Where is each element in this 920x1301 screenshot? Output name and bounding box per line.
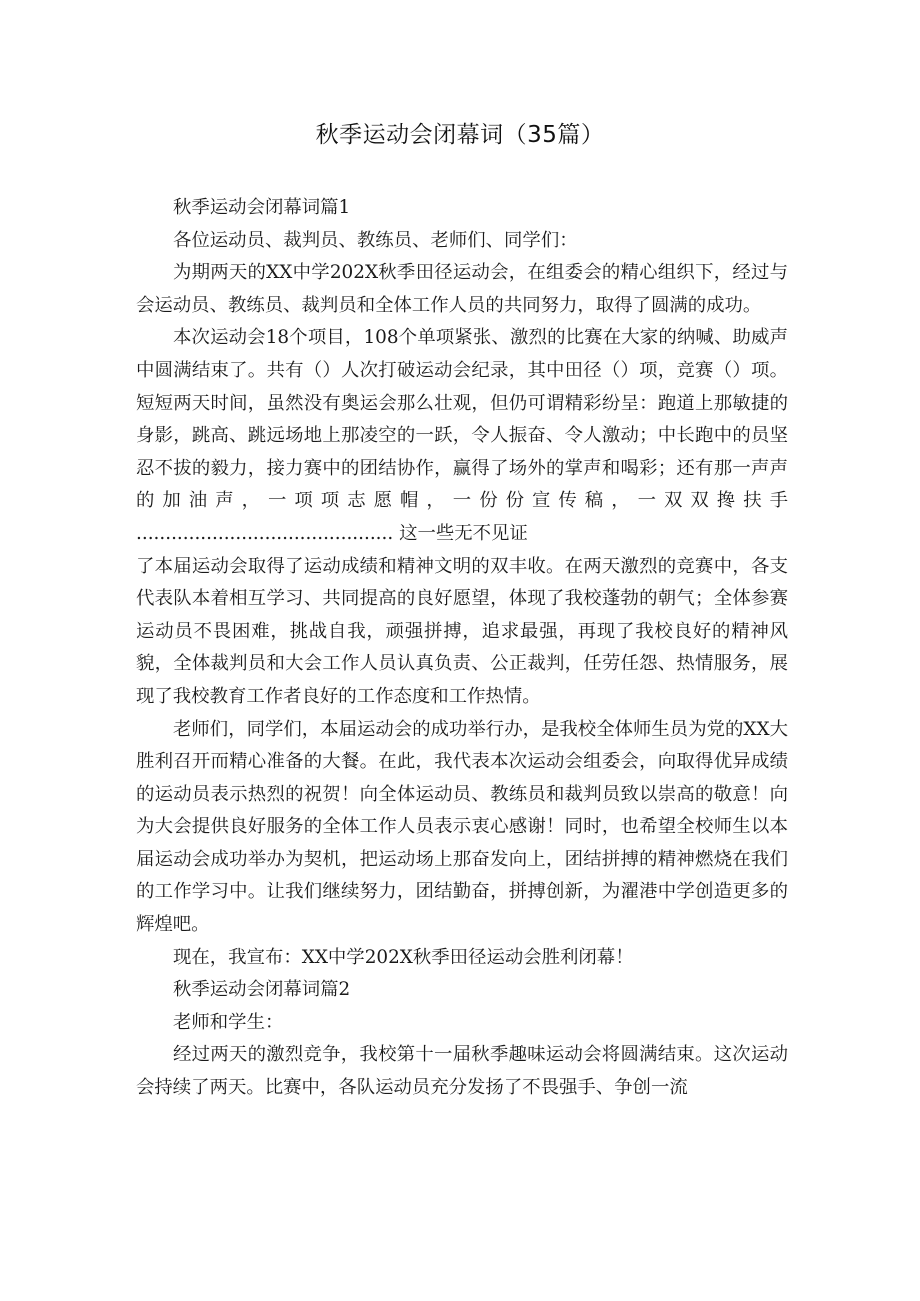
section-heading-2: 秋季运动会闭幕词篇2: [173, 979, 351, 1001]
body-paragraph-text: 本次运动会18个项目，108个单项紧张、激烈的比赛在大家的纳喊、助威声中圆满结束了。共有（）人次打破运动会纪录，其中田径（）项，竞赛（）项。短短两天时间，虽然没有奥运会那么壮观，但仍可谓精彩纷呈：跑道上那敏捷的身影，跳高、跳远场地上那凌空的一跃，令人振奋、令人激动；中长跑中的员坚忍不拔的毅力，接力赛中的团结协作，赢得了场外的掌声和喝彩；还有那一声声的加油声，一项项志愿帽，一份份宣传稿，一双双搀扶手: [136, 327, 788, 512]
leader-continuation-text: 这一些无不见证: [399, 522, 528, 544]
body-paragraph: 经过两天的激烈竞争，我校第十一届秋季趣味运动会将圆满结束。这次运动会持续了两天。比赛中，各队运动员充分发扬了不畏强手、争创一流: [136, 1044, 788, 1099]
salutation-2: 老师和学生：: [173, 1011, 284, 1033]
document-title: 秋季运动会闭幕词（35篇）: [315, 122, 605, 148]
body-paragraph: [136, 322, 788, 550]
body-paragraph-continued: 了本届运动会取得了运动成绩和精神文明的双丰收。在两天激烈的竞赛中，各支代表队本着相互学习、共同提高的良好愿望，体现了我校蓬勃的朝气；全体参赛运动员不畏困难，挑战自我，顽强拼搏，追求最强，再现了我校良好的精神风貌，全体裁判员和大会工作人员认真负责、公正裁判，任劳任怨、热情服务，展现了我校教育工作者良好的工作态度和工作热情。: [136, 555, 788, 707]
document-body: [136, 192, 788, 1105]
closing-declaration: 现在，我宣布：XX中学202X秋季田径运动会胜利闭幕！: [173, 946, 634, 968]
body-paragraph: 为期两天的XX中学202X秋季田径运动会，在组委会的精心组织下，经过与会运动员、教练员、裁判员和全体工作人员的共同努力，取得了圆满的成功。: [136, 262, 788, 316]
dot-leader: ............................................: [136, 522, 400, 544]
section-heading-1: 秋季运动会闭幕词篇1: [173, 197, 351, 218]
salutation-1: 各位运动员、裁判员、教练员、老师们、同学们：: [173, 229, 578, 251]
body-paragraph: 老师们，同学们，本届运动会的成功举行办，是我校全体师生员为党的XX大胜利召开而精心准备的大餐。在此，我代表本次运动会组委会，向取得优异成绩的运动员表示热烈的祝贺！向全体运动员、教练员和裁判员致以崇高的敬意！向为大会提供良好服务的全体工作人员表示衷心感谢！同时，也希望全校师生以本届运动会成功举办为契机，把运动场上那奋发向上，团结拼搏的精神燃烧在我们的工作学习中。让我们继续努力，团结勤奋，拼搏创新，为濯港中学创造更多的辉煌吧。: [136, 718, 788, 936]
